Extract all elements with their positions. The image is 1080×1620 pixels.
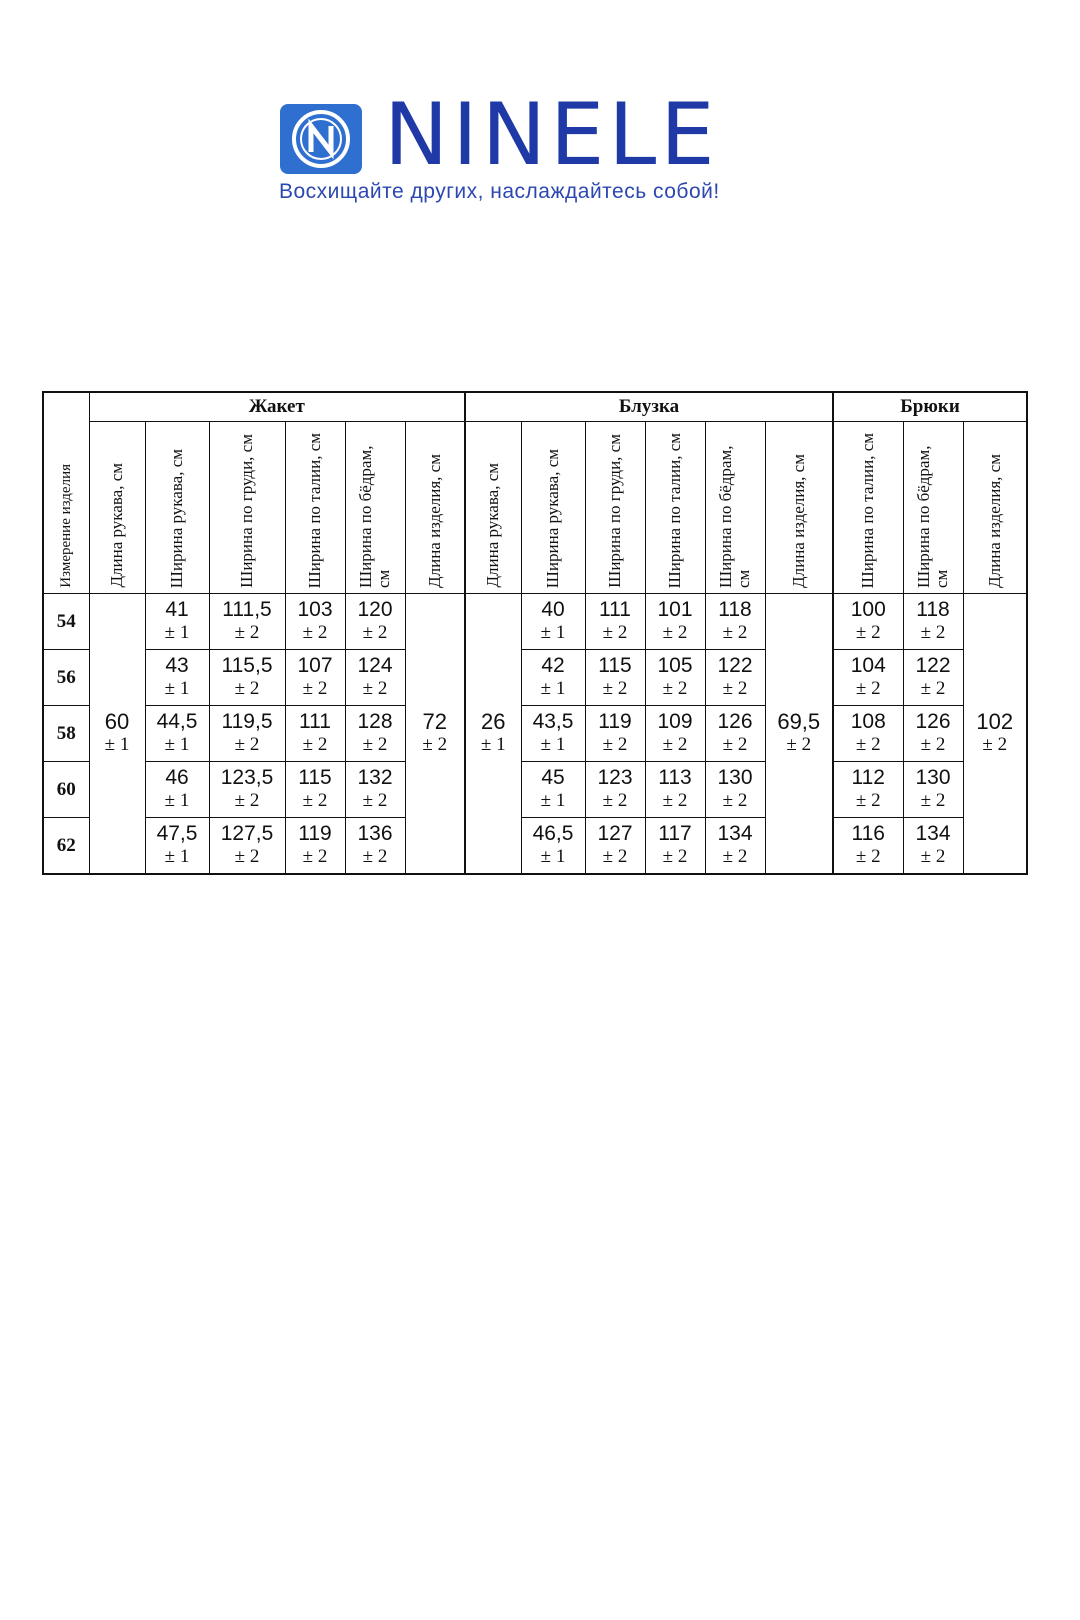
tolerance: ± 2 xyxy=(602,678,628,699)
value-cell xyxy=(209,818,285,875)
value-cell xyxy=(585,650,645,706)
value: 105 xyxy=(657,654,693,677)
value-cell xyxy=(345,706,405,762)
value-cell xyxy=(209,762,285,818)
value: 117 xyxy=(658,822,692,845)
value: 111 xyxy=(299,710,331,733)
group-jacket: Жакет xyxy=(89,392,465,422)
value-cell xyxy=(521,706,585,762)
value-cell xyxy=(209,594,285,650)
tolerance: ± 1 xyxy=(164,622,190,643)
col-header-label: Ширина по груди, см xyxy=(237,434,256,588)
size-cell: 56 xyxy=(43,650,89,706)
tolerance: ± 2 xyxy=(855,622,881,643)
table-row xyxy=(43,594,1027,650)
table-row xyxy=(43,650,1027,706)
col-header-label: Длина рукава, см xyxy=(483,463,503,588)
value: 115 xyxy=(298,766,332,789)
tolerance: ± 2 xyxy=(662,622,688,643)
value: 102 xyxy=(976,709,1014,734)
value-cell xyxy=(903,762,963,818)
tolerance: ± 1 xyxy=(164,790,190,811)
value-cell xyxy=(645,650,705,706)
table-row xyxy=(43,706,1027,762)
tolerance: ± 1 xyxy=(540,846,566,867)
value: 46,5 xyxy=(532,822,574,845)
jacket-sleeve-length-cell xyxy=(89,594,145,875)
size-cell: 58 xyxy=(43,706,89,762)
value-cell xyxy=(833,706,903,762)
tolerance: ± 2 xyxy=(722,846,748,867)
col-header-label: Длина рукава, см xyxy=(107,463,126,588)
col-header-label: Ширина по талии, см xyxy=(858,432,878,588)
brand-logo xyxy=(279,85,820,218)
value-cell xyxy=(585,818,645,875)
tolerance: ± 2 xyxy=(855,846,881,867)
value: 44,5 xyxy=(156,710,198,733)
size-cell: 60 xyxy=(43,762,89,818)
value-cell xyxy=(285,818,345,875)
value-cell xyxy=(345,594,405,650)
value-cell xyxy=(521,650,585,706)
value: 122 xyxy=(915,654,951,677)
value-cell xyxy=(705,818,765,875)
value: 130 xyxy=(717,766,753,789)
col-header-jacket-4 xyxy=(345,422,405,594)
col-header-label: Длина изделия, см xyxy=(984,454,1004,588)
value-cell xyxy=(903,650,963,706)
value-cell xyxy=(645,706,705,762)
value: 41 xyxy=(165,598,189,621)
tolerance: ± 2 xyxy=(602,734,628,755)
tolerance: ± 2 xyxy=(722,734,748,755)
value-cell xyxy=(833,594,903,650)
tolerance: ± 1 xyxy=(540,734,566,755)
value-cell xyxy=(209,650,285,706)
col-header-jacket-2 xyxy=(209,422,285,594)
value: 123 xyxy=(597,766,633,789)
value: 118 xyxy=(718,598,752,621)
corner-label: Измерение изделия xyxy=(58,464,75,588)
value: 128 xyxy=(357,710,393,733)
tolerance: ± 2 xyxy=(722,622,748,643)
jacket-length-cell xyxy=(405,594,465,875)
tolerance: ± 2 xyxy=(920,734,946,755)
value-cell xyxy=(833,762,903,818)
tolerance: ± 2 xyxy=(786,734,812,755)
value-cell xyxy=(145,762,209,818)
value: 113 xyxy=(658,766,692,789)
col-header-blouse-1 xyxy=(521,422,585,594)
tolerance: ± 2 xyxy=(855,678,881,699)
group-blouse: Блузка xyxy=(465,392,833,422)
value-cell xyxy=(285,650,345,706)
value: 130 xyxy=(915,766,951,789)
col-header-trousers-0 xyxy=(833,422,903,594)
tolerance: ± 1 xyxy=(480,734,506,755)
value-cell xyxy=(833,818,903,875)
blouse-length-cell xyxy=(765,594,833,875)
value-cell xyxy=(903,818,963,875)
col-header-blouse-4 xyxy=(705,422,765,594)
value: 116 xyxy=(851,822,885,845)
tolerance: ± 2 xyxy=(920,846,946,867)
tolerance: ± 1 xyxy=(104,734,130,755)
blouse-sleeve-length-cell xyxy=(465,594,521,875)
value: 132 xyxy=(357,766,393,789)
value-cell xyxy=(833,650,903,706)
tolerance: ± 1 xyxy=(540,790,566,811)
value-cell xyxy=(705,650,765,706)
value-cell xyxy=(705,762,765,818)
value-cell xyxy=(209,706,285,762)
value: 124 xyxy=(357,654,393,677)
brand-name: NINELE xyxy=(384,85,719,185)
col-header-jacket-5 xyxy=(405,422,465,594)
value: 46 xyxy=(165,766,189,789)
tolerance: ± 2 xyxy=(362,790,388,811)
value: 120 xyxy=(357,598,393,621)
value: 119 xyxy=(298,822,332,845)
value: 127,5 xyxy=(220,822,274,845)
value: 123,5 xyxy=(220,766,274,789)
col-header-label: Ширина по талии, см xyxy=(305,432,324,588)
value: 42 xyxy=(541,654,565,677)
tolerance: ± 2 xyxy=(422,734,448,755)
group-trousers: Брюки xyxy=(833,392,1027,422)
tolerance: ± 2 xyxy=(722,790,748,811)
value-cell xyxy=(585,762,645,818)
col-header-blouse-0 xyxy=(465,422,521,594)
value-cell xyxy=(645,762,705,818)
value: 45 xyxy=(541,766,565,789)
value: 119 xyxy=(598,710,632,733)
value-cell xyxy=(145,594,209,650)
col-header-trousers-1 xyxy=(903,422,963,594)
tolerance: ± 2 xyxy=(602,790,628,811)
trousers-length-cell xyxy=(963,594,1027,875)
value-cell xyxy=(903,594,963,650)
tolerance: ± 1 xyxy=(540,678,566,699)
table-row xyxy=(43,762,1027,818)
value-cell xyxy=(285,706,345,762)
col-header-jacket-1 xyxy=(145,422,209,594)
tolerance: ± 2 xyxy=(920,622,946,643)
col-header-label: Ширина по груди, см xyxy=(605,434,624,588)
value-cell xyxy=(645,818,705,875)
tolerance: ± 2 xyxy=(234,846,260,867)
brand-slogan: Восхищайте других, наслаждайтесь собой! xyxy=(279,180,720,203)
value-cell xyxy=(145,706,209,762)
value: 109 xyxy=(657,710,693,733)
tolerance: ± 2 xyxy=(302,846,328,867)
tolerance: ± 2 xyxy=(662,734,688,755)
tolerance: ± 2 xyxy=(302,678,328,699)
value: 127 xyxy=(597,822,633,845)
tolerance: ± 2 xyxy=(920,790,946,811)
tolerance: ± 2 xyxy=(362,622,388,643)
corner-header xyxy=(43,392,89,594)
value: 118 xyxy=(916,598,950,621)
value-cell xyxy=(345,762,405,818)
value: 108 xyxy=(850,710,886,733)
col-header-label: Ширина по бёдрам, см xyxy=(716,445,753,588)
tolerance: ± 2 xyxy=(982,734,1008,755)
col-header-jacket-3 xyxy=(285,422,345,594)
col-header-label: Ширина рукава, см xyxy=(543,448,562,588)
value: 126 xyxy=(717,710,753,733)
col-header-label: Длина изделия, см xyxy=(424,454,444,588)
value-cell xyxy=(521,762,585,818)
value-cell xyxy=(705,594,765,650)
tolerance: ± 2 xyxy=(602,622,628,643)
value-cell xyxy=(903,706,963,762)
tolerance: ± 2 xyxy=(362,846,388,867)
col-header-label: Ширина рукава, см xyxy=(167,448,186,588)
tolerance: ± 2 xyxy=(362,678,388,699)
col-header-blouse-2 xyxy=(585,422,645,594)
tolerance: ± 2 xyxy=(662,678,688,699)
tolerance: ± 2 xyxy=(602,846,628,867)
value: 111,5 xyxy=(222,598,272,621)
tolerance: ± 1 xyxy=(164,678,190,699)
value: 112 xyxy=(851,766,885,789)
value: 122 xyxy=(717,654,753,677)
tolerance: ± 2 xyxy=(855,790,881,811)
value-cell xyxy=(145,818,209,875)
size-cell: 54 xyxy=(43,594,89,650)
value: 100 xyxy=(850,598,886,621)
value-cell xyxy=(285,594,345,650)
value-cell xyxy=(585,706,645,762)
value: 134 xyxy=(717,822,753,845)
value: 134 xyxy=(915,822,951,845)
tolerance: ± 2 xyxy=(302,734,328,755)
tolerance: ± 2 xyxy=(234,622,260,643)
value: 115,5 xyxy=(221,654,273,677)
col-header-blouse-5 xyxy=(765,422,833,594)
value-cell xyxy=(345,818,405,875)
tolerance: ± 2 xyxy=(662,846,688,867)
value: 126 xyxy=(915,710,951,733)
col-header-blouse-3 xyxy=(645,422,705,594)
value: 72 xyxy=(422,709,447,734)
value-cell xyxy=(585,594,645,650)
value-cell xyxy=(285,762,345,818)
col-header-jacket-0 xyxy=(89,422,145,594)
col-header-label: Длина изделия, см xyxy=(788,454,808,588)
value: 60 xyxy=(104,709,130,734)
col-header-trousers-2 xyxy=(963,422,1027,594)
tolerance: ± 2 xyxy=(722,678,748,699)
tolerance: ± 1 xyxy=(164,846,190,867)
size-chart-table xyxy=(42,391,1028,875)
size-cell: 62 xyxy=(43,818,89,875)
value: 43 xyxy=(165,654,189,677)
value: 107 xyxy=(297,654,333,677)
value: 69,5 xyxy=(777,709,821,734)
tolerance: ± 1 xyxy=(540,622,566,643)
value-cell xyxy=(145,650,209,706)
value: 119,5 xyxy=(221,710,273,733)
col-header-label: Ширина по бёдрам, см xyxy=(356,445,393,588)
value: 47,5 xyxy=(156,822,198,845)
ninele-logo-icon xyxy=(280,104,362,174)
value-cell xyxy=(705,706,765,762)
value: 101 xyxy=(657,598,693,621)
tolerance: ± 2 xyxy=(302,790,328,811)
tolerance: ± 2 xyxy=(662,790,688,811)
value: 136 xyxy=(357,822,393,845)
tolerance: ± 1 xyxy=(164,734,190,755)
value: 43,5 xyxy=(532,710,574,733)
tolerance: ± 2 xyxy=(302,622,328,643)
value: 103 xyxy=(297,598,333,621)
tolerance: ± 2 xyxy=(234,790,260,811)
value-cell xyxy=(521,594,585,650)
value: 115 xyxy=(598,654,632,677)
tolerance: ± 2 xyxy=(234,678,260,699)
tolerance: ± 2 xyxy=(362,734,388,755)
value: 104 xyxy=(850,654,886,677)
col-header-label: Ширина по талии, см xyxy=(665,432,684,588)
value: 111 xyxy=(599,598,631,621)
col-header-label: Ширина по бёдрам, см xyxy=(914,445,951,588)
value-cell xyxy=(521,818,585,875)
value-cell xyxy=(645,594,705,650)
tolerance: ± 2 xyxy=(920,678,946,699)
tolerance: ± 2 xyxy=(234,734,260,755)
tolerance: ± 2 xyxy=(855,734,881,755)
value: 26 xyxy=(481,709,506,734)
table-row xyxy=(43,818,1027,875)
value-cell xyxy=(345,650,405,706)
value: 40 xyxy=(541,598,565,621)
